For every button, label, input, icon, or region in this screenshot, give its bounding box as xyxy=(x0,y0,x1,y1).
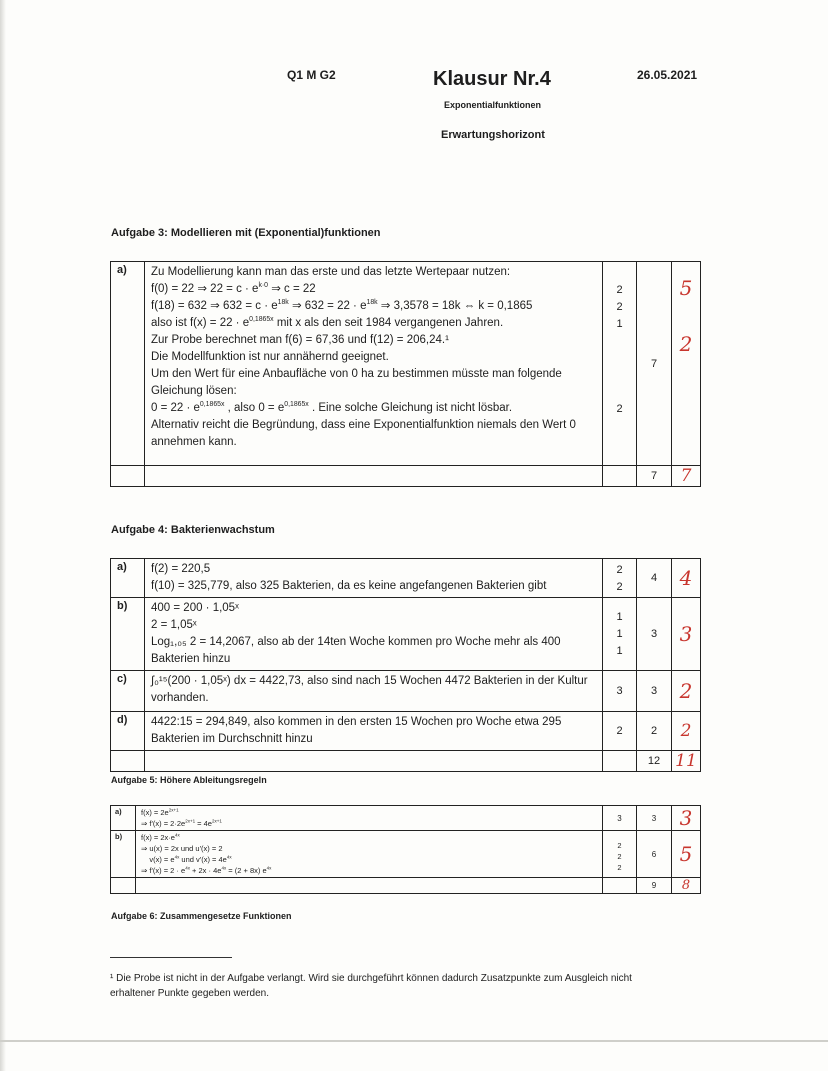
subtotal-cell: 6 xyxy=(637,831,672,878)
solution-line: Zu Modellierung kann man das erste und das letzte Wertepaar nutzen: xyxy=(151,266,511,278)
points-value: 2 xyxy=(616,301,623,313)
grader-mark: 5 xyxy=(672,831,701,878)
grader-mark: 3 xyxy=(672,806,701,831)
exam-subtitle: Exponentialfunktionen xyxy=(444,100,542,110)
exam-date: 26.05.2021 xyxy=(637,68,698,82)
solution-line: ⇒ $f'(x) = 2 \cdot e^{4x} + 2x \cdot 4e^{4x} = (2 + 8x)$ $e^{4x}$ xyxy=(141,865,272,875)
task4c-solution xyxy=(145,671,603,712)
exam-title: Klausur Nr.4 xyxy=(433,68,551,90)
solution-line: $v(x) = e^{4x}$ und $v'(x) = 4e^{4x}$ xyxy=(141,854,232,864)
table-row xyxy=(111,671,701,712)
points-value: 3 xyxy=(603,806,637,831)
solution-line: Log₁,₀₅ 2 = 14,2067, also ab der 14ten Woche kommen pro Woche mehr als 400 Bakterien hinzu xyxy=(151,636,561,665)
course-label: Q1 M G2 xyxy=(287,68,336,82)
solution-line: Zur Probe berechnet man f(6) = 67,36 und f(12) = 206,24.¹ xyxy=(151,334,449,346)
row-label: a) xyxy=(111,559,145,598)
table-row xyxy=(111,712,701,751)
grader-mark: 2 xyxy=(672,712,701,751)
doc-type: Erwartungshorizont xyxy=(441,129,545,141)
total-cell: 12 xyxy=(637,751,672,772)
points-value: 1 xyxy=(616,318,623,330)
row-label: c) xyxy=(111,671,145,712)
subtotal-cell: 7 xyxy=(637,262,672,466)
page-edge-shadow xyxy=(0,0,6,1071)
solution-line: also ist $f(x) = 22 \cdot e^{0,1865x}$ mit x als den seit 1984 vergangenen Jahren. xyxy=(151,316,504,329)
subtotal-cell: 3 xyxy=(637,671,672,712)
points-value: 1 xyxy=(616,645,623,657)
grader-mark: 3 xyxy=(672,598,701,671)
task3-title: Aufgabe 3: Modellieren mit (Exponential)funktionen xyxy=(111,227,381,239)
subtotal-cell: 2 xyxy=(637,712,672,751)
table-row xyxy=(111,878,701,894)
points-column xyxy=(603,559,637,598)
task3-solution xyxy=(145,262,603,466)
solution-line: Um den Wert für eine Anbaufläche von 0 ha zu bestimmen müsste man folgende Gleichung lösen: xyxy=(151,368,562,397)
table-row xyxy=(111,262,701,466)
grader-total: 11 xyxy=(672,751,701,772)
row-label: b) xyxy=(111,831,136,878)
task5-table xyxy=(110,805,701,894)
solution-line: f(2) = 220,5 xyxy=(151,563,211,575)
subtotal-cell: 3 xyxy=(637,598,672,671)
points-value: 2 xyxy=(617,863,622,872)
points-value: 2 xyxy=(617,841,622,850)
grader-mark: 4 xyxy=(672,559,701,598)
row-label: a) xyxy=(111,806,136,831)
footnote: ¹ Die Probe ist nicht in der Aufgabe verlangt. Wird sie durchgeführt können dadurch Zusatzpunkte zum Ausgleich nicht erhaltener Punkte gegeben werden. xyxy=(110,973,632,999)
grader-total: 7 xyxy=(672,466,701,487)
task6-title: Aufgabe 6: Zusammengesetze Funktionen xyxy=(111,911,292,921)
points-column xyxy=(603,598,637,671)
solution-line: 2 = 1,05ˣ xyxy=(151,619,197,631)
grader-mark: 2 xyxy=(679,332,693,356)
footnote-rule xyxy=(110,957,232,958)
points-value: 2 xyxy=(617,852,622,861)
solution-line: ⇒ $f'(x) = 2\cdot 2e^{2x+1} = 4e^{2x+1}$ xyxy=(141,818,222,828)
table-row xyxy=(111,806,701,831)
solution-line: ⇒ u(x) = 2x und u'(x) = 2 xyxy=(141,844,223,853)
solution-line: ∫₀¹⁵(200 · 1,05ˣ) dx = 4422,73, also sind nach 15 Wochen 4472 Bakterien in der Kultur vorhanden. xyxy=(151,675,588,704)
task4-table xyxy=(110,558,701,772)
total-cell: 7 xyxy=(637,466,672,487)
task5b-solution xyxy=(136,831,603,878)
task4d-solution xyxy=(145,712,603,751)
solution-line: Die Modellfunktion ist nur annähernd geeignet. xyxy=(151,351,389,363)
table-row xyxy=(111,598,701,671)
table-row xyxy=(111,559,701,598)
solution-line: $f(x) = 2x\cdot e^{4x}$ xyxy=(141,832,180,842)
task4a-solution xyxy=(145,559,603,598)
points-value: 2 xyxy=(603,712,637,751)
solution-line: Alternativ reicht die Begründung, dass eine Exponentialfunktion niemals den Wert 0 annehmen kann. xyxy=(151,419,576,448)
total-cell: 9 xyxy=(637,878,672,894)
points-column xyxy=(603,831,637,878)
task4-title: Aufgabe 4: Bakterienwachstum xyxy=(111,524,275,536)
points-value: 2 xyxy=(616,564,623,576)
row-label: d) xyxy=(111,712,145,751)
grader-mark: 2 xyxy=(672,671,701,712)
points-value: 2 xyxy=(616,403,623,415)
table-row xyxy=(111,466,701,487)
solution-line: $f(x) = 2e^{2x+1}$ xyxy=(141,807,179,817)
solution-line: $0 = 22 \cdot e^{0,1865x}$ , also $0 = e^{0,1865x}$ . Eine solche Gleichung ist nicht lösbar. xyxy=(151,401,513,414)
points-value: 2 xyxy=(616,284,623,296)
table-row xyxy=(111,831,701,878)
points-value: 2 xyxy=(616,581,623,593)
points-value: 3 xyxy=(603,671,637,712)
task5-title: Aufgabe 5: Höhere Ableitungsregeln xyxy=(111,775,267,785)
subtotal-cell: 4 xyxy=(637,559,672,598)
task3-table xyxy=(110,261,701,487)
solution-line: f(10) = 325,779, also 325 Bakterien, da es keine angefangenen Bakterien gibt xyxy=(151,580,547,592)
solution-line: f(0) = 22 ⇒ $22 = c \cdot e^{k\cdot 0}$ ⇒ c = 22 xyxy=(151,282,316,295)
table-row xyxy=(111,751,701,772)
solution-line: 400 = 200 · 1,05ˣ xyxy=(151,602,239,614)
subtotal-cell: 3 xyxy=(637,806,672,831)
grader-marks xyxy=(672,262,701,466)
row-label: a) xyxy=(111,262,145,466)
task5a-solution xyxy=(136,806,603,831)
points-value: 1 xyxy=(616,611,623,623)
points-column xyxy=(603,262,637,466)
points-value: 1 xyxy=(616,628,623,640)
grader-total: 8 xyxy=(672,878,701,894)
page-fold-line xyxy=(0,1040,828,1042)
solution-line: f(18) = 632 ⇒ $632 = c \cdot e^{18k}$ ⇒ $632 = 22 \cdot e^{18k}$ ⇒ 3,3578 = 18k ⇔ k = 0,1865 xyxy=(151,299,533,312)
row-label: b) xyxy=(111,598,145,671)
solution-line: 4422:15 = 294,849, also kommen in den ersten 15 Wochen pro Woche etwa 295 Bakterien im Durchschnitt hinzu xyxy=(151,716,562,745)
grader-mark: 5 xyxy=(679,276,693,300)
task4b-solution xyxy=(145,598,603,671)
